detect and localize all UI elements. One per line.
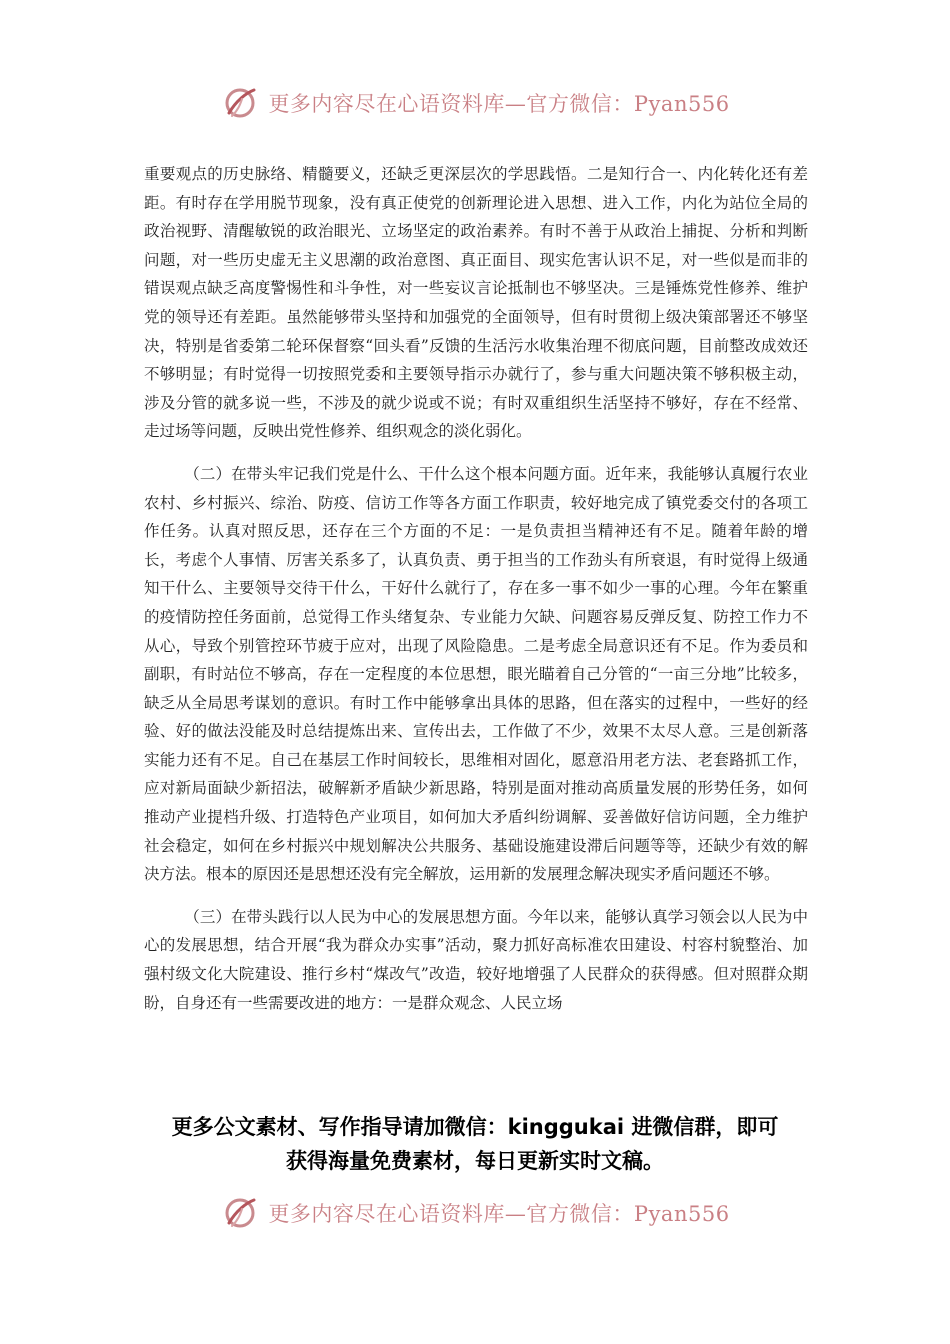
promo-line-1: 更多公文素材、写作指导请加微信：kinggukai 进微信群，即可 <box>171 1115 779 1139</box>
promo-line-2: 获得海量免费素材，每日更新实时文稿。 <box>286 1149 664 1173</box>
paragraph-continuation: 重要观点的历史脉络、精髓要义，还缺乏更深层次的学思践悟。二是知行合一、内化转化还有差距。有时存在学用脱节现象，没有真正使党的创新理论进入思想、进入工作，内化为站位全局的政治视野、清醒敏锐的政治眼光、立场坚定的政治素养。有时不善于从政治上捕捉、分析和判断问题，对一些历史虚无主义思潮的政治意图、真正面目、现实危害认识不足，对一些似是而非的错误观点缺乏高度警惕性和斗争性，对一些妄议言论抵制也不够坚决。三是锤炼党性修养、维护党的领导还有差距。虽然能够带头坚持和加强党的全面领导，但有时贯彻上级决策部署还不够坚决，特别是省委第二轮环保督察“回头看”反馈的生活污水收集治理不彻底问题，目前整改成效还不够明显；有时觉得一切按照党委和主要领导指示办就行了，参与重大问题决策不够积极主动，涉及分管的就多说一些，不涉及的就少说或不说；有时双重组织生活坚持不够好，存在不经常、走过场等问题，反映出党性修养、组织观念的淡化弱化。 <box>144 165 808 441</box>
promo-notice <box>60 1110 890 1178</box>
paragraph-section-3: （三）在带头践行以人民为中心的发展思想方面。今年以来，能够认真学习领会以人民为中心的发展思想，结合开展“我为群众办实事”活动，聚力抓好高标准农田建设、村容村貌整治、加强村级文化大院建设、推行乡村“煤改气”改造，较好地增强了人民群众的获得感。但对照群众期盼，自身还有一些需要改进的地方：一是群众观念、人民立场 <box>144 907 808 1012</box>
paragraph-section-2: （二）在带头牢记我们党是什么、干什么这个根本问题方面。近年来，我能够认真履行农业农村、乡村振兴、综治、防疫、信访工作等各方面工作职责，较好地完成了镇党委交付的各项工作任务。认真对照反思，还存在三个方面的不足：一是负责担当精神还有不足。随着年龄的增长，考虑个人事情、厉害关系多了，认真负责、勇于担当的工作劲头有所衰退，有时觉得上级通知干什么、主要领导交待干什么，干好什么就行了，存在多一事不如少一事的心理。今年在繁重的疫情防控任务面前，总觉得工作头绪复杂、专业能力欠缺、问题容易反弹反复、防控工作力不从心，导致个别管控环节疲于应对，出现了风险隐患。二是考虑全局意识还有不足。作为委员和副职，有时站位不够高，存在一定程度的本位思想，眼光瞄着自己分管的“一亩三分地”比较多，缺乏从全局思考谋划的意识。有时工作中能够拿出具体的思路，但在落实的过程中，一些好的经验、好的做法没能及时总结提炼出来、宣传出去，工作做了不少，效果不太尽人意。三是创新落实能力还有不足。自己在基层工作时间较长，思维相对固化，愿意沿用老方法、老套路抓工作，应对新局面缺少新招法，破解新矛盾缺少新思路，特别是面对推动高质量发展的形势任务，如何推动产业提档升级、打造特色产业项目，如何加大矛盾纠纷调解、妥善做好信访问题，全力维护社会稳定，如何在乡村振兴中规划解决公共服务、基础设施建设滞后问题等等，还缺少有效的解决方法。根本的原因还是思想还没有完全解放，运用新的发展理念解决现实矛盾问题还不够。 <box>144 464 808 884</box>
document-body <box>144 160 808 1017</box>
watermark-text: 更多内容尽在心语资料库—官方微信：Pyan556 <box>268 1202 730 1226</box>
signature-swirl-logo-icon <box>220 1193 260 1233</box>
watermark-banner-top <box>0 80 950 126</box>
signature-swirl-logo-icon <box>220 83 260 123</box>
watermark-banner-bottom <box>0 1190 950 1236</box>
watermark-text: 更多内容尽在心语资料库—官方微信：Pyan556 <box>268 92 730 116</box>
